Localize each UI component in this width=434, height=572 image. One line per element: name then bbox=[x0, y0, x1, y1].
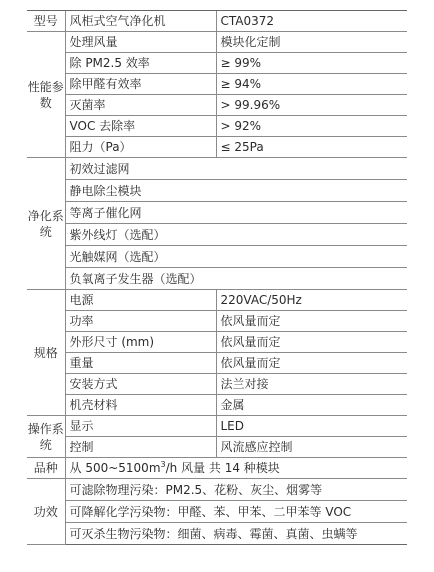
spec-name: 外形尺寸 (mm) bbox=[65, 332, 216, 353]
variety-row bbox=[27, 458, 407, 479]
operation-name: 显示 bbox=[65, 416, 216, 437]
spec-value: 金属 bbox=[216, 395, 407, 416]
spec-value: 依风量而定 bbox=[216, 332, 407, 353]
purification-item: 光触媒网（选配） bbox=[65, 246, 407, 268]
purification-row bbox=[27, 180, 407, 202]
purification-row bbox=[27, 202, 407, 224]
performance-row bbox=[27, 53, 407, 74]
model-label: 型号 bbox=[27, 11, 65, 32]
function-row bbox=[27, 523, 407, 545]
performance-name: 除 PM2.5 效率 bbox=[65, 53, 216, 74]
performance-row bbox=[27, 32, 407, 53]
performance-value: ≤ 25Pa bbox=[216, 137, 407, 158]
function-item: 可灭杀生物污染物：细菌、病毒、霉菌、真菌、虫螨等 bbox=[65, 523, 407, 545]
variety-text-before: 从 500~5100m bbox=[69, 461, 161, 475]
performance-row bbox=[27, 95, 407, 116]
purification-item: 初效过滤网 bbox=[65, 158, 407, 180]
purification-row bbox=[27, 268, 407, 290]
variety-superscript: 3 bbox=[160, 460, 166, 469]
model-name: 风柜式空气净化机 bbox=[65, 11, 216, 32]
performance-value: 模块化定制 bbox=[216, 32, 407, 53]
spec-name: 重量 bbox=[65, 353, 216, 374]
spec-value: 法兰对接 bbox=[216, 374, 407, 395]
performance-row bbox=[27, 116, 407, 137]
operation-value: LED bbox=[216, 416, 407, 437]
performance-value: > 99.96% bbox=[216, 95, 407, 116]
operation-category: 操作系统 bbox=[27, 416, 65, 458]
spec-value: 依风量而定 bbox=[216, 311, 407, 332]
purification-item: 等离子催化网 bbox=[65, 202, 407, 224]
variety-label: 品种 bbox=[27, 458, 65, 479]
operation-value: 风流感应控制 bbox=[216, 437, 407, 458]
spec-name: 电源 bbox=[65, 290, 216, 311]
specs-category: 规格 bbox=[27, 290, 65, 416]
spec-table bbox=[27, 10, 407, 545]
spec-value: 220VAC/50Hz bbox=[216, 290, 407, 311]
spec-row bbox=[27, 311, 407, 332]
performance-name: 除甲醛有效率 bbox=[65, 74, 216, 95]
purification-row bbox=[27, 224, 407, 246]
performance-value: ≥ 99% bbox=[216, 53, 407, 74]
purification-category: 净化系统 bbox=[27, 158, 65, 290]
spec-row bbox=[27, 353, 407, 374]
function-category: 功效 bbox=[27, 479, 65, 545]
purification-item: 紫外线灯（选配） bbox=[65, 224, 407, 246]
spec-name: 机壳材料 bbox=[65, 395, 216, 416]
function-row bbox=[27, 479, 407, 501]
spec-row bbox=[27, 332, 407, 353]
operation-name: 控制 bbox=[65, 437, 216, 458]
spec-row bbox=[27, 290, 407, 311]
spec-name: 功率 bbox=[65, 311, 216, 332]
model-row bbox=[27, 11, 407, 32]
model-code: CTA0372 bbox=[216, 11, 407, 32]
variety-text bbox=[65, 458, 407, 479]
performance-name: VOC 去除率 bbox=[65, 116, 216, 137]
performance-name: 处理风量 bbox=[65, 32, 216, 53]
purification-row bbox=[27, 246, 407, 268]
function-item: 可降解化学污染物：甲醛、苯、甲苯、二甲苯等 VOC bbox=[65, 501, 407, 523]
performance-row bbox=[27, 74, 407, 95]
spec-row bbox=[27, 395, 407, 416]
performance-row bbox=[27, 137, 407, 158]
performance-value: > 92% bbox=[216, 116, 407, 137]
spec-name: 安装方式 bbox=[65, 374, 216, 395]
performance-name: 灭菌率 bbox=[65, 95, 216, 116]
performance-name: 阻力（Pa） bbox=[65, 137, 216, 158]
operation-row bbox=[27, 437, 407, 458]
purification-row bbox=[27, 158, 407, 180]
performance-category: 性能参数 bbox=[27, 32, 65, 158]
operation-row bbox=[27, 416, 407, 437]
purification-item: 负氧离子发生器（选配） bbox=[65, 268, 407, 290]
spec-value: 依风量而定 bbox=[216, 353, 407, 374]
spec-row bbox=[27, 374, 407, 395]
performance-value: ≥ 94% bbox=[216, 74, 407, 95]
purification-item: 静电除尘模块 bbox=[65, 180, 407, 202]
function-item: 可滤除物理污染：PM2.5、花粉、灰尘、烟雾等 bbox=[65, 479, 407, 501]
function-row bbox=[27, 501, 407, 523]
variety-text-after: /h 风量 共 14 种模块 bbox=[165, 461, 280, 475]
